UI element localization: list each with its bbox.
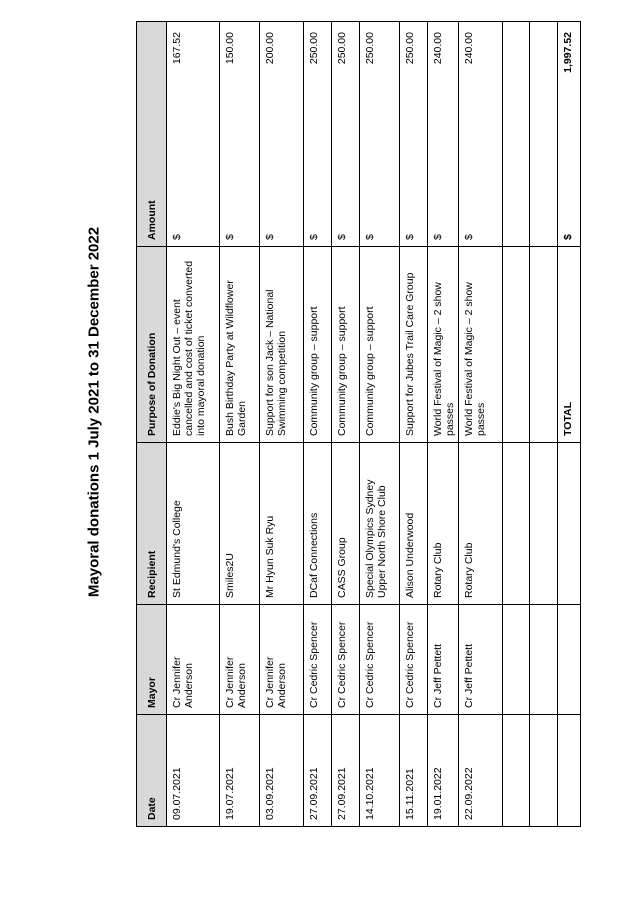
cell-recipient: Alison Underwood: [400, 443, 428, 605]
table-row: [360, 22, 400, 827]
cell-amount: [304, 22, 332, 247]
currency-symbol: $: [171, 234, 183, 240]
amount-value: 240.00: [432, 32, 444, 65]
cell-date: 27.09.2021: [304, 715, 332, 827]
cell-mayor: Cr Jeff Pettett: [428, 605, 459, 715]
cell-mayor: Cr Cedric Spencer: [332, 605, 360, 715]
column-header: Mayor: [137, 605, 167, 715]
amount-value: 250.00: [364, 32, 376, 65]
currency-symbol: $: [224, 234, 236, 240]
table-row: [459, 22, 503, 827]
cell-date: 14.10.2021: [360, 715, 400, 827]
currency-symbol: $: [364, 234, 376, 240]
cell-purpose: Eddie's Big Night Out – event cancelled and cost of ticket converted into mayoral donation: [167, 247, 220, 443]
cell-date: 15.11.2021: [400, 715, 428, 827]
cell-date: 19.07.2021: [220, 715, 260, 827]
table-row: [220, 22, 260, 827]
cell-amount: [260, 22, 304, 247]
blank-cell: [530, 22, 558, 247]
currency-symbol: $: [463, 234, 476, 240]
cell-date: 03.09.2021: [260, 715, 304, 827]
cell-mayor: Cr Jennifer Anderson: [220, 605, 260, 715]
currency-symbol: $: [432, 234, 444, 240]
cell-mayor: Cr Cedric Spencer: [360, 605, 400, 715]
currency-symbol: $: [562, 234, 575, 240]
cell-amount: [360, 22, 400, 247]
cell-mayor: Cr Cedric Spencer: [400, 605, 428, 715]
blank-cell: [503, 22, 530, 247]
page-title-text: Mayoral donations 1 July 2021 to 31 December 2022: [85, 226, 103, 598]
cell-recipient: Rotary Club: [428, 443, 459, 605]
cell-purpose: World Festival of Magic – 2 show passes: [459, 247, 503, 443]
amount-value: 250.00: [404, 32, 416, 65]
blank-cell: [558, 605, 581, 715]
blank-cell: [530, 247, 558, 443]
table-row: [428, 22, 459, 827]
total-amount: 1,997.52: [562, 32, 575, 73]
column-header: Date: [137, 715, 167, 827]
cell-amount: [400, 22, 428, 247]
blank-row: [530, 22, 558, 827]
column-header: Purpose of Donation: [137, 247, 167, 443]
cell-date: 09.07.2021: [167, 715, 220, 827]
cell-recipient: DCaf Connections: [304, 443, 332, 605]
cell-purpose: Community group – support: [332, 247, 360, 443]
amount-value: 250.00: [308, 32, 320, 65]
cell-purpose: Community group – support: [304, 247, 332, 443]
blank-cell: [503, 247, 530, 443]
cell-purpose: World Festival of Magic – 2 show passes: [428, 247, 459, 443]
cell-amount: [167, 22, 220, 247]
blank-row: [503, 22, 530, 827]
cell-recipient: Rotary Club: [459, 443, 503, 605]
total-amount-cell: [558, 22, 581, 247]
cell-purpose: Support for son Jack – National Swimming competition: [260, 247, 304, 443]
total-label: TOTAL: [558, 247, 581, 443]
donations-table-container: [136, 22, 575, 827]
cell-date: 19.01.2022: [428, 715, 459, 827]
currency-symbol: $: [308, 234, 320, 240]
currency-symbol: $: [336, 234, 348, 240]
cell-mayor: Cr Cedric Spencer: [304, 605, 332, 715]
amount-value: 150.00: [224, 32, 236, 65]
cell-amount: [332, 22, 360, 247]
cell-date: 22.09.2022: [459, 715, 503, 827]
blank-cell: [558, 715, 581, 827]
currency-symbol: $: [404, 234, 416, 240]
blank-cell: [503, 443, 530, 605]
blank-cell: [558, 443, 581, 605]
cell-recipient: Mr Hyun Suk Ryu: [260, 443, 304, 605]
blank-cell: [530, 605, 558, 715]
blank-cell: [503, 715, 530, 827]
cell-recipient: St Edmund's College: [167, 443, 220, 605]
table-row: [260, 22, 304, 827]
amount-value: 250.00: [336, 32, 348, 65]
cell-purpose: Support for Jubes Trail Care Group: [400, 247, 428, 443]
total-row: [558, 22, 581, 827]
cell-mayor: Cr Jennifer Anderson: [260, 605, 304, 715]
cell-mayor: Cr Jeff Pettett: [459, 605, 503, 715]
blank-cell: [503, 605, 530, 715]
blank-cell: [530, 443, 558, 605]
cell-recipient: Special Olympics Sydney Upper North Shore Club: [360, 443, 400, 605]
table-row: [400, 22, 428, 827]
blank-cell: [530, 715, 558, 827]
cell-purpose: Community group – support: [360, 247, 400, 443]
cell-date: 27.09.2021: [332, 715, 360, 827]
column-header: Amount: [137, 22, 167, 247]
amount-value: 200.00: [264, 32, 276, 65]
cell-recipient: CASS Group: [332, 443, 360, 605]
cell-amount: [428, 22, 459, 247]
currency-symbol: $: [264, 234, 276, 240]
donations-table: [136, 21, 581, 827]
header-row: [137, 22, 167, 827]
cell-recipient: Smiles2U: [220, 443, 260, 605]
table-row: [304, 22, 332, 827]
cell-amount: [220, 22, 260, 247]
amount-value: 167.52: [171, 32, 183, 65]
table-row: [332, 22, 360, 827]
amount-value: 240.00: [463, 32, 476, 65]
cell-purpose: Bush Birthday Party at Wildflower Garden: [220, 247, 260, 443]
table-row: [167, 22, 220, 827]
column-header: Recipient: [137, 443, 167, 605]
cell-amount: [459, 22, 503, 247]
cell-mayor: Cr Jennifer Anderson: [167, 605, 220, 715]
